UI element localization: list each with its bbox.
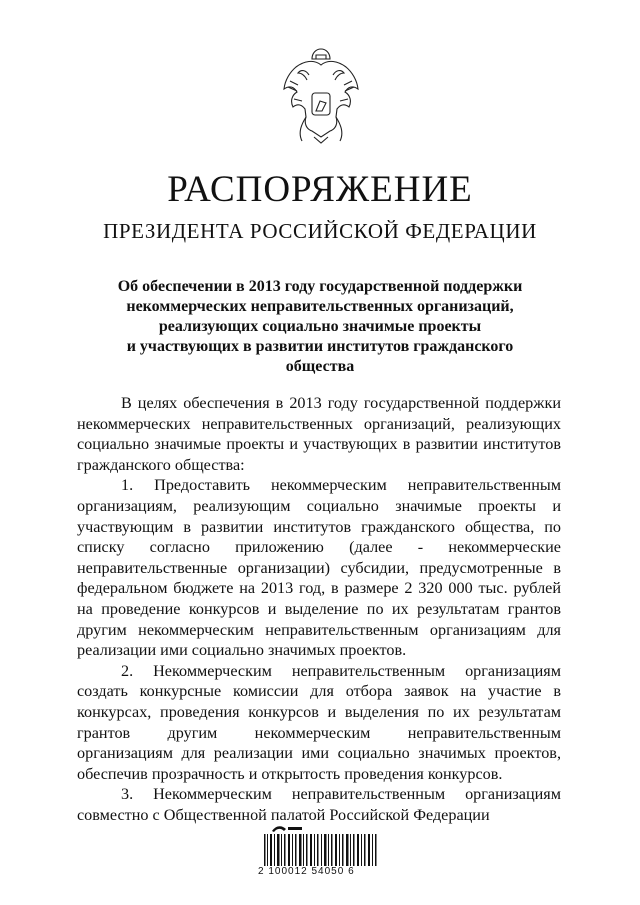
state-emblem-icon bbox=[276, 45, 366, 145]
subject-line: и участвующих в развитии институтов гражданского bbox=[126, 338, 514, 355]
subject-heading bbox=[60, 277, 580, 377]
subject-line: некоммерческих неправительственных организаций, bbox=[126, 298, 514, 315]
subject-line: общества bbox=[285, 358, 355, 375]
clause-1-paragraph: 1. Предоставить некоммерческим неправительственным организациям, реализующим социально значимые проекты и участвующим в развитии институтов гражданского общества, по списку согласно приложению (далее - некоммерческие неправительственные организации) субсидии, предусмотренные в федеральном бюджете на 2013 год, в размере 2 320 000 тыс. рублей на проведение конкурсов и выделение по их результатам грантов другим некоммерческим неправительственным организациям для реализации ими социально значимых проектов. bbox=[77, 476, 561, 660]
document-body bbox=[77, 393, 561, 825]
subject-line: Об обеспечении в 2013 году государственной поддержки bbox=[117, 278, 523, 295]
subject-line: реализующих социально значимые проекты bbox=[158, 318, 482, 335]
barcode-number: 2 100012 54050 6 bbox=[258, 866, 355, 877]
clause-3-paragraph: 3. Некоммерческим неправительственным организациям совместно с Общественной палатой Российской Федерации bbox=[77, 785, 561, 824]
document-subtitle: ПРЕЗИДЕНТА РОССИЙСКОЙ ФЕДЕРАЦИИ bbox=[103, 219, 537, 243]
document-title: РАСПОРЯЖЕНИЕ bbox=[167, 169, 473, 210]
clause-2-paragraph: 2. Некоммерческим неправительственным организациям создать конкурсные комиссии для отбора заявок на участие в конкурсах, проведения конкурсов и выделения по их результатам грантов другим некоммерческим неправительственным организациям для реализации ими социально значимых проектов, обеспечив прозрачность и открытость проведения конкурсов. bbox=[77, 661, 561, 783]
intro-paragraph: В целях обеспечения в 2013 году государственной поддержки некоммерческих неправительственных организаций, реализующих социально значимые проекты и участвующих в развитии институтов гражданского общества: bbox=[77, 394, 561, 474]
